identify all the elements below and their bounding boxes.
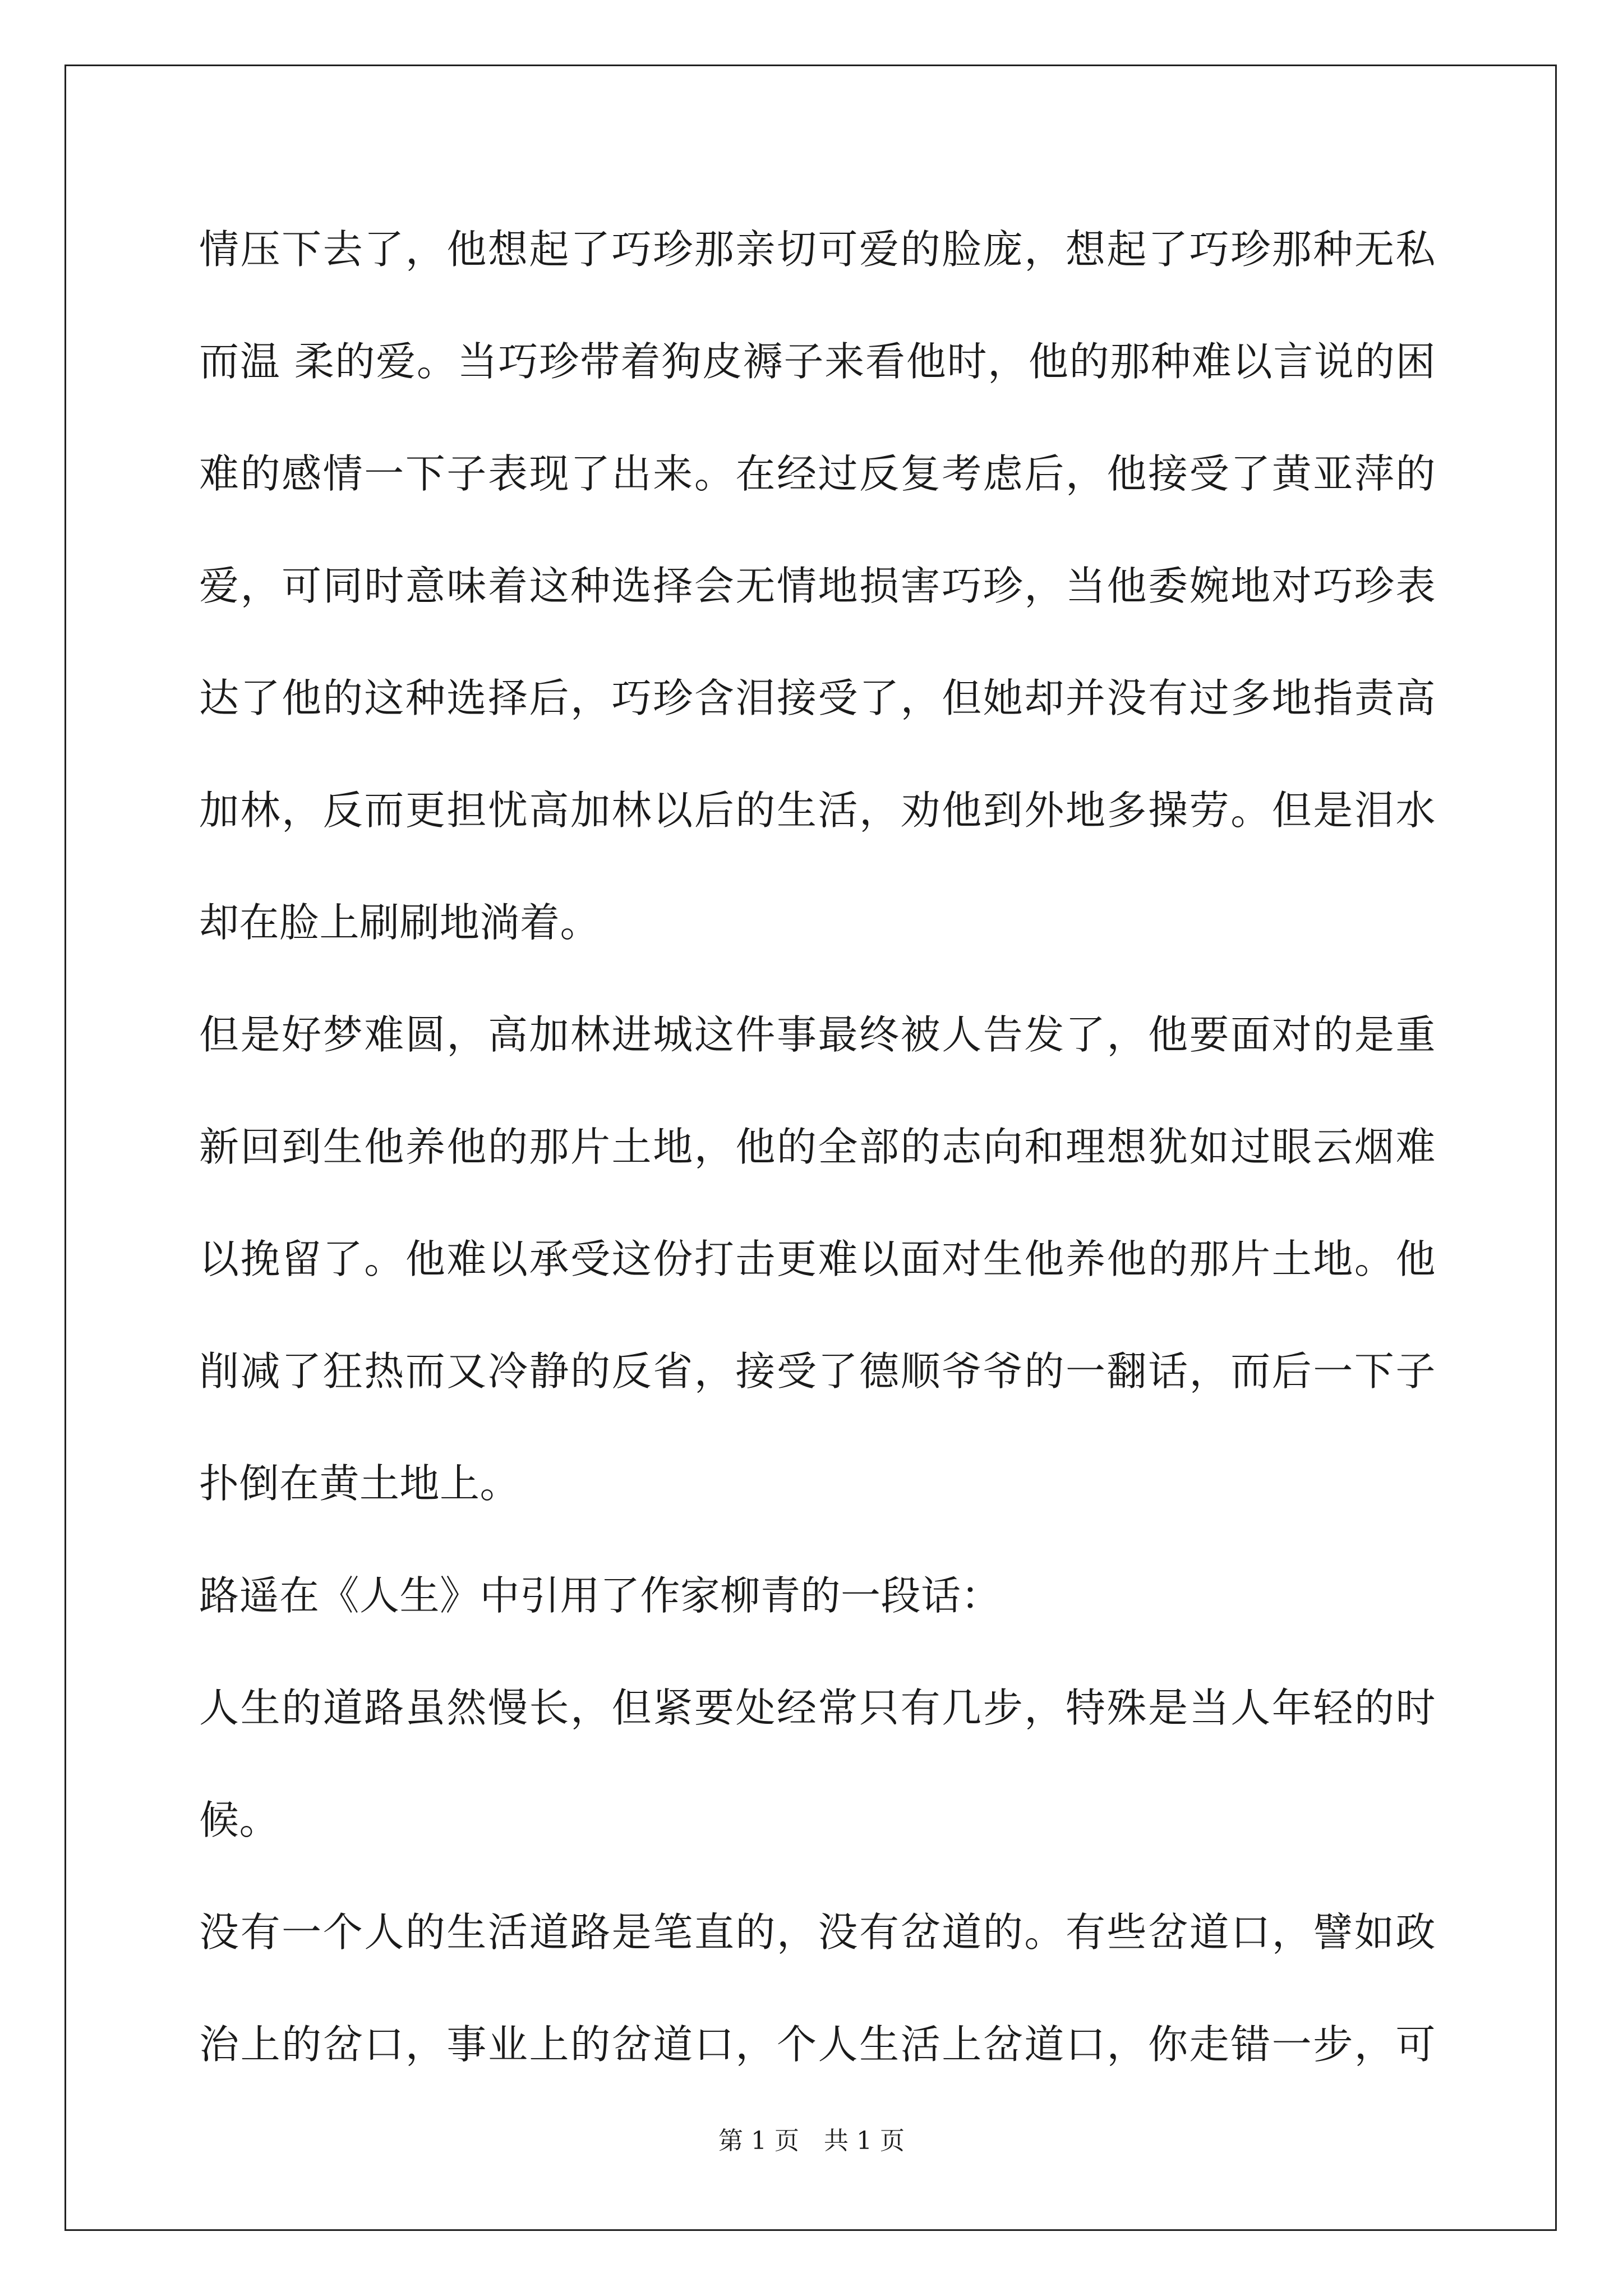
text-line: 以挽留了。他难以承受这份打击更难以面对生他养他的那片土地。他 [199, 1236, 1436, 1282]
text-line: 爱，可同时意味着这种选择会无情地损害巧珍，当他委婉地对巧珍表 [199, 563, 1436, 609]
text-line: 情压下去了，他想起了巧珍那亲切可爱的脸庞，想起了巧珍那种无私 [199, 226, 1436, 273]
text-line: 人生的道路虽然慢长，但紧要处经常只有几步，特殊是当人年轻的时 [199, 1685, 1436, 1731]
text-line: 但是好梦难圆，高加林进城这件事最终被人告发了，他要面对的是重 [199, 1011, 1436, 1058]
text-line: 达了他的这种选择后，巧珍含泪接受了，但她却并没有过多地指责高 [199, 675, 1436, 721]
text-line: 没有一个人的生活道路是笔直的，没有岔道的。有些岔道口，譬如政 [199, 1909, 1436, 1955]
text-line: 扑倒在黄土地上。 [199, 1460, 520, 1507]
text-line: 候。 [199, 1797, 280, 1843]
text-line: 加林，反而更担忧高加林以后的生活，劝他到外地多操劳。但是泪水 [199, 787, 1436, 834]
text-line: 新回到生他养他的那片土地，他的全部的志向和理想犹如过眼云烟难 [199, 1124, 1436, 1170]
text-line: 而温 柔的爱。当巧珍带着狗皮褥子来看他时，他的那种难以言说的困 [199, 338, 1436, 385]
text-line: 路遥在《人生》中引用了作家柳青的一段话： [199, 1572, 1002, 1619]
text-line: 难的感情一下子表现了出来。在经过反复考虑后，他接受了黄亚萍的 [199, 450, 1436, 497]
text-line: 治上的岔口，事业上的岔道口，个人生活上岔道口，你走错一步，可 [199, 2021, 1436, 2068]
text-line: 却在脸上刷刷地淌着。 [199, 899, 601, 946]
document-body [199, 208, 1436, 2115]
page-number-footer: 第 1 页 共 1 页 [718, 2127, 905, 2155]
text-line: 削减了狂热而又冷静的反省，接受了德顺爷爷的一翻话，而后一下子 [199, 1348, 1436, 1395]
